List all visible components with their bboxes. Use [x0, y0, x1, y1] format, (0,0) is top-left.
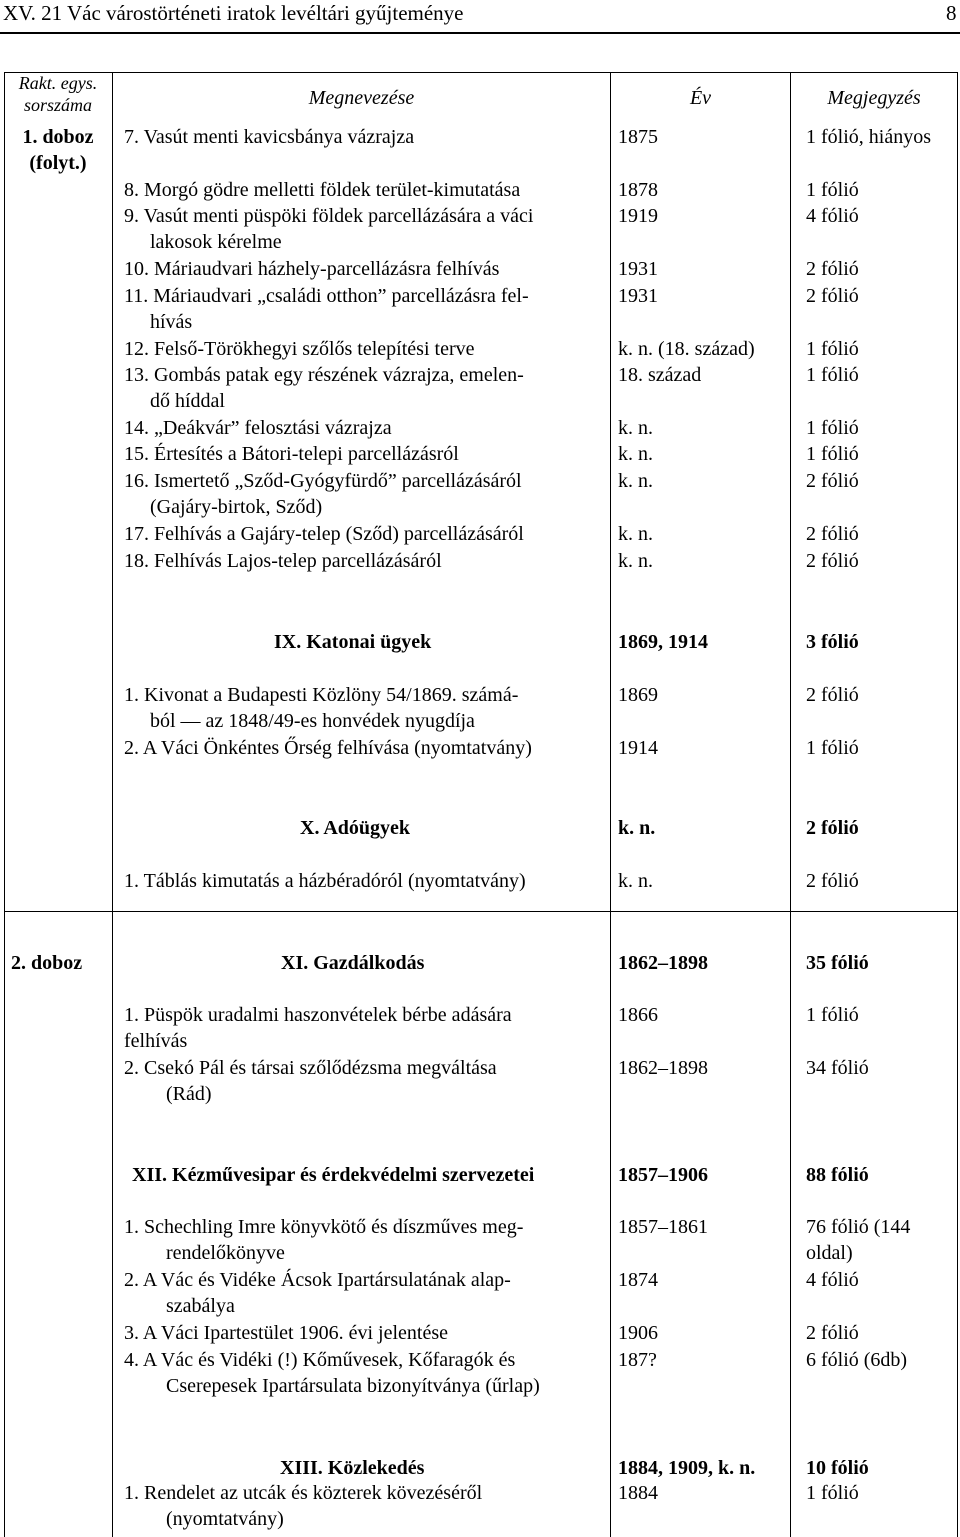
list-item-year: 1857–1861: [618, 1216, 708, 1238]
list-item-note: 2 fólió: [806, 470, 859, 492]
list-item-name: 10. Máriaudvari házhely-parcellázásra felhívás: [124, 258, 500, 280]
list-item-year: 1919: [618, 205, 658, 227]
list-item-name: 7. Vasút menti kavicsbánya vázrajza: [124, 126, 415, 148]
section-note: 10 fólió: [806, 1457, 869, 1479]
list-item-year: k. n.: [618, 417, 653, 439]
list-item-name-cont: felhívás: [124, 1030, 188, 1052]
list-item-name: 3. A Váci Ipartestület 1906. évi jelentése: [124, 1322, 448, 1344]
list-item-note: 1 fólió: [806, 443, 859, 465]
page-header: [0, 0, 960, 30]
list-item-year: 1931: [618, 285, 658, 307]
list-item-name-cont: ból — az 1848/49-es honvédek nyugdíja: [150, 710, 475, 732]
section-heading: X. Adóügyek: [300, 817, 411, 839]
list-item-name-cont: (Rád): [166, 1083, 212, 1105]
section-heading: XII. Kézművesipar és érdekvédelmi szervezetei: [132, 1164, 535, 1186]
list-item-year: 1874: [618, 1269, 658, 1291]
list-item-note: 1 fólió: [806, 417, 859, 439]
section-note: 3 fólió: [806, 631, 859, 653]
list-item-note: 1 fólió: [806, 1482, 859, 1504]
list-item-note: 1 fólió: [806, 364, 859, 386]
list-item-note: 6 fólió (6db): [806, 1349, 908, 1371]
table-right-border: [957, 72, 958, 1537]
list-item-year: 1866: [618, 1004, 658, 1026]
section-heading: XI. Gazdálkodás: [281, 952, 425, 974]
list-item-name: 14. „Deákvár” felosztási vázrajza: [124, 417, 392, 439]
list-item-name-cont: szabálya: [166, 1295, 235, 1317]
list-item-name: 1. Táblás kimutatás a házbéradóról (nyomtatvány): [124, 870, 526, 892]
list-item-name-cont: (Gajáry-birtok, Sződ): [150, 496, 323, 518]
list-item-name: 12. Felső-Törökhegyi szőlős telepítési terve: [124, 338, 475, 360]
box-label: 2. doboz: [11, 952, 83, 974]
note-column-header: Megjegyzés: [827, 87, 921, 109]
section-note: 88 fólió: [806, 1164, 869, 1186]
list-item-name: 1. Schechling Imre könyvkötő és díszműves meg-: [124, 1216, 524, 1238]
section-heading: IX. Katonai ügyek: [274, 631, 432, 653]
list-item-name: 8. Morgó gödre melletti földek terület-kimutatása: [124, 179, 521, 201]
list-item-year: 1884: [618, 1482, 658, 1504]
list-item-note: 1 fólió: [806, 1004, 859, 1026]
list-item-year: k. n.: [618, 870, 653, 892]
header-rule: [0, 32, 960, 34]
section-note: 35 fólió: [806, 952, 869, 974]
unit-column-header: Rakt. egys. sorszáma: [18, 73, 98, 115]
list-item-name: 11. Máriaudvari „családi otthon” parcellázásra fel-: [124, 285, 529, 307]
list-item-note: 2 fólió: [806, 523, 859, 545]
list-item-name: 2. A Vác és Vidéke Ácsok Ipartársulatának alap-: [124, 1269, 511, 1291]
box-label: 1. doboz (folyt.): [22, 126, 94, 174]
list-item-name: 1. Püspök uradalmi haszonvételek bérbe adására: [124, 1004, 512, 1026]
list-item-year: k. n.: [618, 443, 653, 465]
section-heading: XIII. Közlekedés: [280, 1457, 425, 1479]
list-item-name-cont: dő híddal: [150, 390, 225, 412]
table-top-border: [4, 72, 958, 73]
list-item-name-cont: lakosok kérelme: [150, 231, 282, 253]
list-item-name: 9. Vasút menti püspöki földek parcellázására a váci: [124, 205, 534, 227]
list-item-year: 1869: [618, 684, 658, 706]
list-item-note: 4 fólió: [806, 1269, 859, 1291]
list-item-note: 34 fólió: [806, 1057, 869, 1079]
list-item-note: 2 fólió: [806, 258, 859, 280]
list-item-note: 2 fólió: [806, 285, 859, 307]
list-item-year: k. n.: [618, 523, 653, 545]
list-item-year: 1906: [618, 1322, 658, 1344]
list-item-year: 1914: [618, 737, 658, 759]
list-item-year: k. n.: [618, 550, 653, 572]
table-left-border: [4, 72, 5, 1537]
page-number: 8: [946, 1, 957, 25]
list-item-name-cont: hívás: [150, 311, 193, 333]
list-item-name: 17. Felhívás a Gajáry-telep (Sződ) parcellázásáról: [124, 523, 524, 545]
list-item-name: 13. Gombás patak egy részének vázrajza, emelen-: [124, 364, 524, 386]
list-item-name: 4. A Vác és Vidéki (!) Kőművesek, Kőfaragók és: [124, 1349, 516, 1371]
list-item-name: 18. Felhívás Lajos-telep parcellázásáról: [124, 550, 442, 572]
list-item-name: 2. A Váci Önkéntes Őrség felhívása (nyomtatvány): [124, 737, 532, 759]
list-item-year: k. n.: [618, 470, 653, 492]
list-item-note: 1 fólió, hiányos: [806, 126, 931, 148]
list-item-name: 1. Kivonat a Budapesti Közlöny 54/1869. számá-: [124, 684, 519, 706]
section-year: k. n.: [618, 817, 656, 839]
list-item-year: 1878: [618, 179, 658, 201]
list-item-note: 1 fólió: [806, 338, 859, 360]
list-item-note: 2 fólió: [806, 550, 859, 572]
list-item-note: 4 fólió: [806, 205, 859, 227]
box-separator-line: [4, 911, 958, 912]
table-column-divider-2: [610, 72, 611, 1537]
list-item-note-cont: oldal): [806, 1242, 853, 1264]
list-item-year: 18. század: [618, 364, 702, 386]
list-item-name-cont: Cserepesek Ipartársulata bizonyítványa (űrlap): [166, 1375, 540, 1397]
name-column-header: Megnevezése: [308, 87, 415, 109]
list-item-note: 76 fólió (144: [806, 1216, 911, 1238]
list-item-note: 2 fólió: [806, 1322, 859, 1344]
list-item-note: 1 fólió: [806, 179, 859, 201]
section-note: 2 fólió: [806, 817, 859, 839]
section-year: 1862–1898: [618, 952, 708, 974]
list-item-year: 1931: [618, 258, 658, 280]
section-year: 1857–1906: [618, 1164, 708, 1186]
list-item-name: 1. Rendelet az utcák és közterek kövezéséről: [124, 1482, 483, 1504]
year-column-header: Év: [689, 87, 712, 109]
list-item-name-cont: rendelőkönyve: [166, 1242, 285, 1264]
page-title: XV. 21 Vác várostörténeti iratok levéltári gyűjteménye: [3, 1, 464, 25]
list-item-name: 2. Csekó Pál és társai szőlődézsma megváltása: [124, 1057, 497, 1079]
list-item-year: 1862–1898: [618, 1057, 708, 1079]
list-item-note: 2 fólió: [806, 684, 859, 706]
list-item-note: 2 fólió: [806, 870, 859, 892]
section-year: 1869, 1914: [618, 631, 708, 653]
list-item-year: 1875: [618, 126, 658, 148]
list-item-year: k. n. (18. század): [618, 338, 755, 360]
list-item-name: 15. Értesítés a Bátori-telepi parcellázásról: [124, 443, 459, 465]
table-column-divider-3: [790, 72, 791, 1537]
list-item-year: 187?: [618, 1349, 657, 1371]
list-item-name-cont: (nyomtatvány): [166, 1508, 284, 1530]
list-item-note: 1 fólió: [806, 737, 859, 759]
table-column-divider-1: [112, 72, 113, 1537]
list-item-name: 16. Ismertető „Sződ-Gyógyfürdő” parcellázásáról: [124, 470, 522, 492]
section-year: 1884, 1909, k. n.: [618, 1457, 756, 1479]
